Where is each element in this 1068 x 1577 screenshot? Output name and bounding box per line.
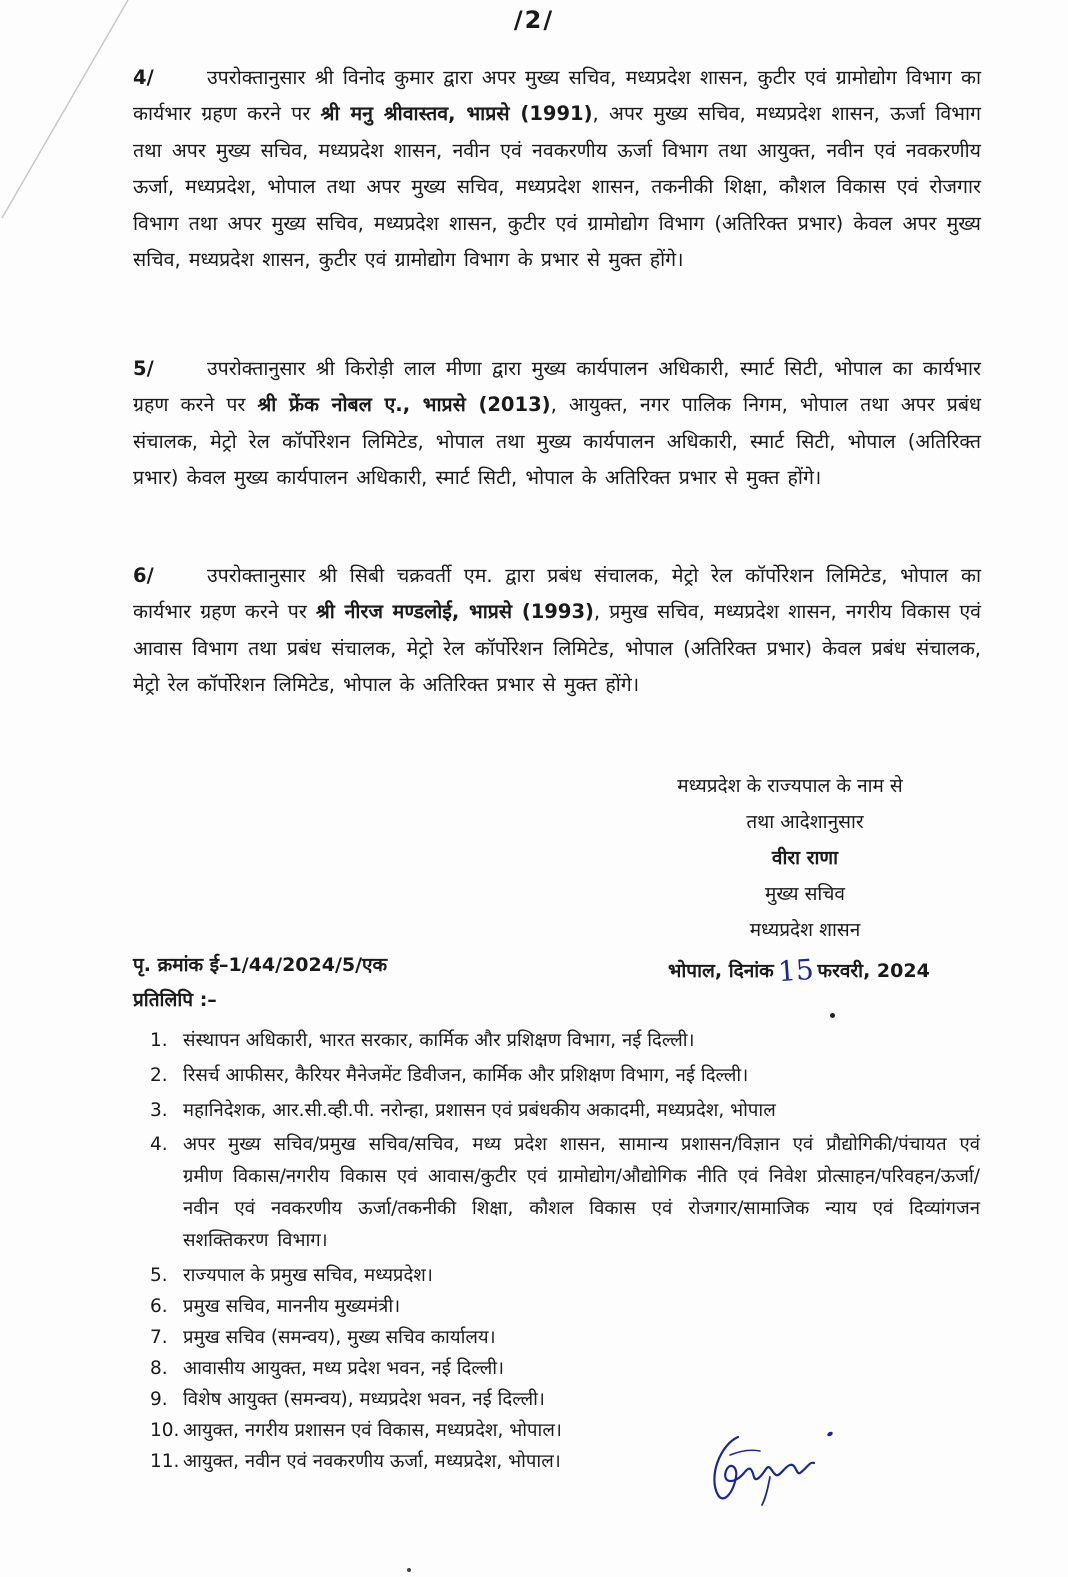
list-item-text: विशेष आयुक्त (समन्वय), मध्यप्रदेश भवन, नई दिल्ली। <box>183 1389 545 1410</box>
list-item-number: 3. <box>150 1100 168 1121</box>
list-item-number: 7. <box>150 1327 168 1348</box>
list-item-number: 4. <box>150 1134 168 1155</box>
date-prefix: भोपाल, दिनांक <box>668 960 774 982</box>
date-day-handwritten: 15 <box>776 952 815 989</box>
paragraph-text: उपरोक्तानुसार श्री विनोद कुमार द्वारा अपर मुख्य सचिव, मध्यप्रदेश शासन, कुटीर एवं ग्रामोद्योग विभाग का कार्यभार ग्रहण करने पर <box>133 66 981 126</box>
handwritten-signature <box>700 1425 840 1515</box>
list-item-number: 1. <box>150 1030 168 1051</box>
paragraph-number: 4/ <box>133 66 154 89</box>
list-item-number: 8. <box>150 1358 168 1379</box>
list-item-text: रिसर्च आफीसर, कैरियर मैनेजमेंट डिवीजन, कार्मिक और प्रशिक्षण विभाग, नई दिल्ली। <box>183 1065 749 1086</box>
date-line <box>668 951 930 989</box>
list-item <box>150 1384 980 1415</box>
list-item-text: संस्थापन अधिकारी, भारत सरकार, कार्मिक और प्रशिक्षण विभाग, नई दिल्ली। <box>183 1030 695 1051</box>
officer-name: श्री फ्रेंक नोबल ए., भाप्रसे (2013) <box>257 393 551 417</box>
list-item-number: 5. <box>150 1265 168 1286</box>
page-number: /2/ <box>513 6 555 34</box>
list-item-number: 11. <box>150 1451 180 1472</box>
sig-line-order: तथा आदेशानुसार <box>746 811 864 833</box>
list-item <box>150 1095 980 1126</box>
officer-name: श्री मनु श्रीवास्तव, भाप्रसे (1991) <box>320 102 593 126</box>
copy-heading: प्रतिलिपि :– <box>133 989 217 1011</box>
paragraph-number: 6/ <box>133 564 154 587</box>
list-item <box>150 1260 980 1291</box>
list-item <box>150 1353 980 1384</box>
list-item-text: महानिदेशक, आर.सी.व्ही.पी. नरोन्हा, प्रशासन एवं प्रबंधकीय अकादमी, मध्यप्रदेश, भोपाल <box>183 1100 776 1121</box>
speck <box>407 1568 411 1572</box>
list-item <box>150 1415 980 1446</box>
paragraph-6 <box>133 558 981 704</box>
sig-line-authority: मध्यप्रदेश के राज्यपाल के नाम से <box>677 775 903 797</box>
reference-number: पृ. क्रमांक ई–1/44/2024/5/एक <box>133 954 388 976</box>
signature-block <box>620 768 990 948</box>
copy-list <box>150 1025 980 1477</box>
signatory-name: वीरा राणा <box>771 847 839 869</box>
paragraph-number: 5/ <box>133 357 154 380</box>
list-item-text: आयुक्त, नवीन एवं नवकरणीय ऊर्जा, मध्यप्रदेश, भोपाल। <box>183 1451 561 1472</box>
date-suffix: फरवरी, 2024 <box>817 960 930 982</box>
list-item <box>150 1291 980 1322</box>
paragraph-text: , अपर मुख्य सचिव, मध्यप्रदेश शासन, ऊर्जा विभाग तथा अपर मुख्य सचिव, मध्यप्रदेश शासन, नवीन एवं नवकरणीय ऊर्जा विभाग तथा आयुक्त, नवीन एवं नवकरणीय ऊर्जा, मध्यप्रदेश, भोपाल तथा अपर मुख्य सचिव, मध्यप्रदेश शासन, तकनीकी शिक्षा, कौशल विकास एवं रोजगार विभाग तथा अपर मुख्य सचिव, मध्यप्रदेश शासन, कुटीर एवं ग्रामोद्योग विभाग (अतिरिक्त प्रभार) केवल अपर मुख्य सचिव, मध्यप्रदेश शासन, कुटीर एवं ग्रामोद्योग विभाग के प्रभार से मुक्त होंगे। <box>133 102 981 272</box>
paragraph-5 <box>133 351 981 497</box>
paragraph-4 <box>133 60 981 278</box>
list-item-number: 10. <box>150 1420 180 1441</box>
list-item-text: आवासीय आयुक्त, मध्य प्रदेश भवन, नई दिल्ली। <box>183 1358 505 1379</box>
list-item-text: प्रमुख सचिव (समन्वय), मुख्य सचिव कार्यालय। <box>183 1327 496 1348</box>
list-item <box>150 1129 980 1257</box>
list-item-number: 9. <box>150 1389 168 1410</box>
list-item-text: अपर मुख्य सचिव/प्रमुख सचिव/सचिव, मध्य प्रदेश शासन, सामान्य प्रशासन/विज्ञान एवं प्रौद्योगिकी/पंचायत एवं ग्रमीण विकास/नगरीय विकास एवं आवास/कुटीर एवं ग्रामोद्योग/औद्योगिक नीति एवं निवेश प्रोत्साहन/परिवहन/ऊर्जा/नवीन एवं नवकरणीय ऊर्जा/तकनीकी शिक्षा, कौशल विकास एवं रोजगार/सामाजिक न्याय एवं दिव्यांगजन सशक्तिकरण विभाग। <box>183 1134 981 1251</box>
list-item-number: 6. <box>150 1296 168 1317</box>
list-item <box>150 1025 980 1056</box>
officer-name: श्री नीरज मण्डलोई, भाप्रसे (1993) <box>316 600 594 624</box>
list-item-text: राज्यपाल के प्रमुख सचिव, मध्यप्रदेश। <box>183 1265 433 1286</box>
signatory-designation: मुख्य सचिव <box>765 883 845 905</box>
paragraph-text: उपरोक्तानुसार श्री सिबी चक्रवर्ती एम. द्वारा प्रबंध संचालक, मेट्रो रेल कॉर्पोरेशन लिमिटेड, भोपाल का कार्यभार ग्रहण करने पर <box>133 564 982 624</box>
list-item-number: 2. <box>150 1065 168 1086</box>
signatory-office: मध्यप्रदेश शासन <box>749 919 861 941</box>
list-item <box>150 1322 980 1353</box>
list-item <box>150 1060 980 1091</box>
paragraph-text: उपरोक्तानुसार श्री किरोड़ी लाल मीणा द्वारा मुख्य कार्यपालन अधिकारी, स्मार्ट सिटी, भोपाल का कार्यभार ग्रहण करने पर <box>133 357 981 417</box>
list-item <box>150 1446 980 1477</box>
paragraph-text: , आयुक्त, नगर पालिक निगम, भोपाल तथा अपर प्रबंध संचालक, मेट्रो रेल कॉर्पोरेशन लिमिटेड, भोपाल तथा मुख्य कार्यपालन अधिकारी, स्मार्ट सिटी, भोपाल (अतिरिक्त प्रभार) केवल मुख्य कार्यपालन अधिकारी, स्मार्ट सिटी, भोपाल के अतिरिक्त प्रभार से मुक्त होंगे। <box>133 393 982 490</box>
paragraph-text: , प्रमुख सचिव, मध्यप्रदेश शासन, नगरीय विकास एवं आवास विभाग तथा प्रबंध संचालक, मेट्रो रेल कॉर्पोरेशन लिमिटेड, भोपाल (अतिरिक्त प्रभार) केवल प्रबंध संचालक, मेट्रो रेल कॉर्पोरेशन लिमिटेड, भोपाल के अतिरिक्त प्रभार से मुक्त होंगे। <box>133 600 981 697</box>
speck <box>830 1013 835 1018</box>
list-item-text: प्रमुख सचिव, माननीय मुख्यमंत्री। <box>183 1296 401 1317</box>
list-item-text: आयुक्त, नगरीय प्रशासन एवं विकास, मध्यप्रदेश, भोपाल। <box>183 1420 562 1441</box>
